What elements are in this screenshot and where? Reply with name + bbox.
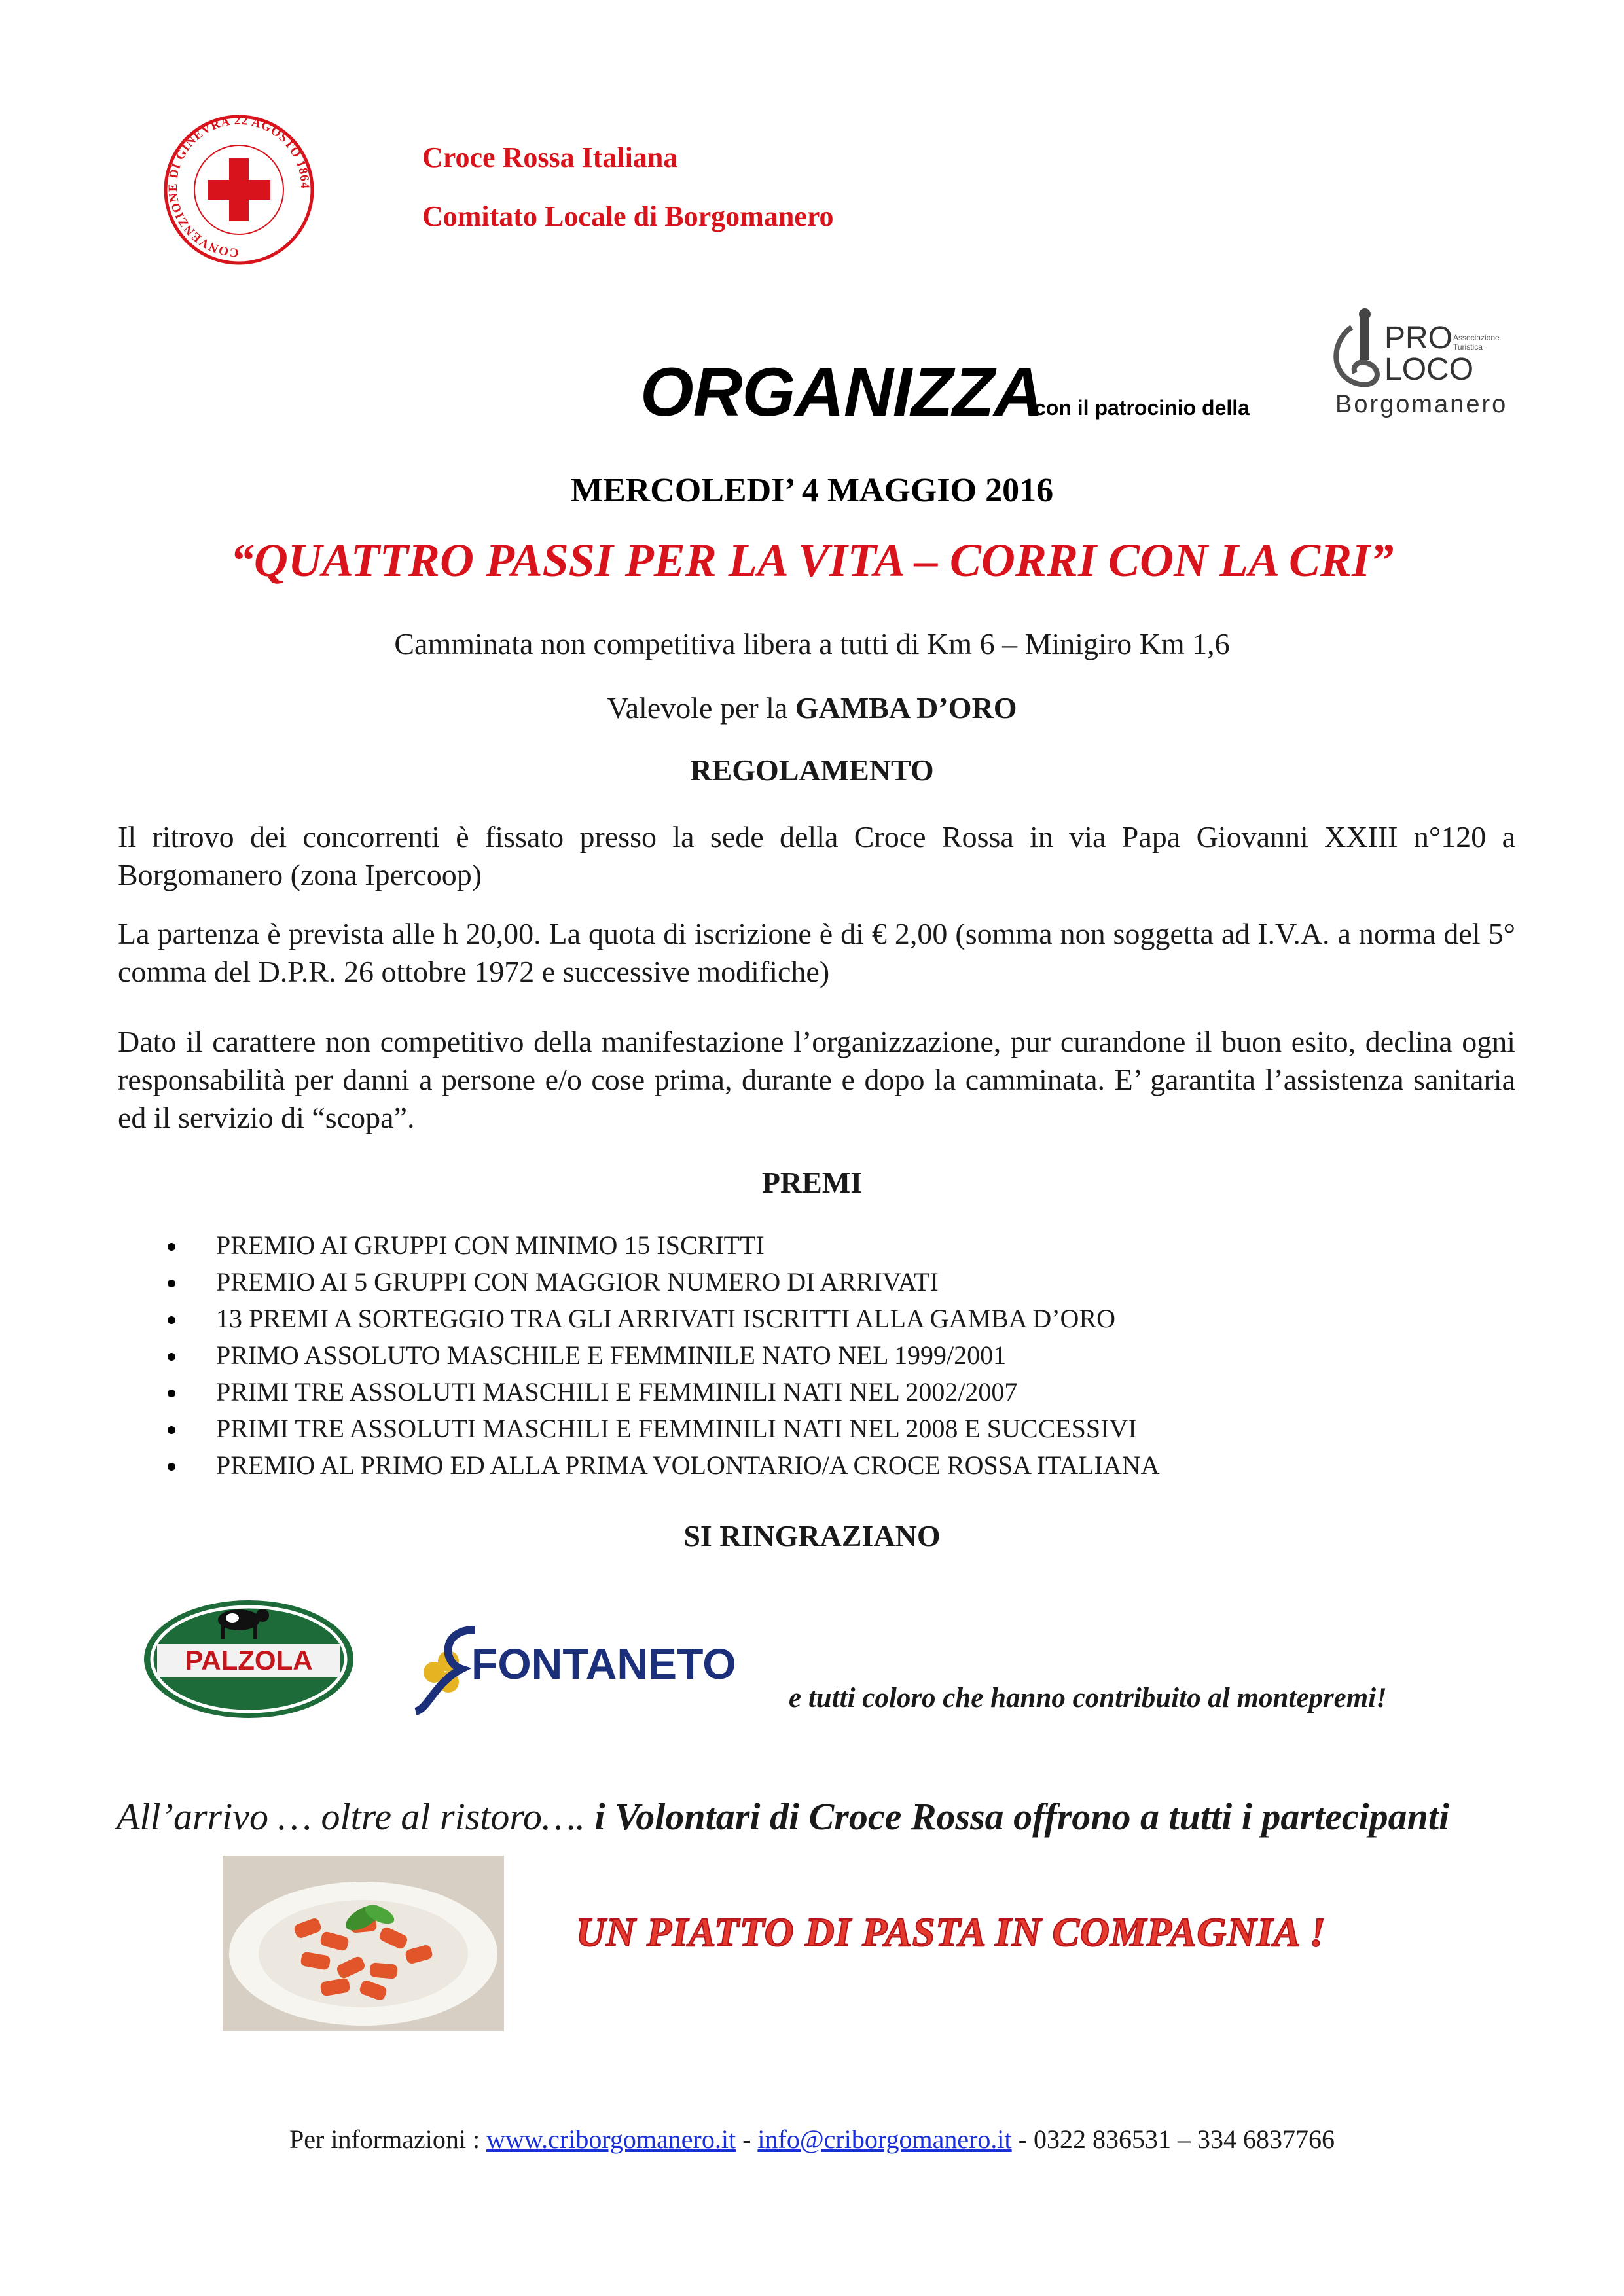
prize-item: [164, 1410, 1160, 1447]
bullet-icon: [168, 1316, 175, 1324]
arrival-line: [117, 1795, 1449, 1839]
regolamento-paragraph: Dato il carattere non competitivo della manifestazione l’organizzazione, pur curandone il buon esito, declina ogni responsabilità per danni a persone e/o cose prima, durante e dopo la camminata. E’ garantita l’assistenza sanitaria ed il servizio di “scopa”.: [118, 1025, 1515, 1134]
prize-text: 13 PREMI A SORTEGGIO TRA GLI ARRIVATI ISCRITTI ALLA GAMBA D’ORO: [216, 1304, 1116, 1333]
svg-text:Associazione: Associazione: [1453, 333, 1500, 342]
event-subtitle: Camminata non competitiva libera a tutti di Km 6 – Minigiro Km 1,6: [394, 627, 1230, 660]
organization-name: Croce Rossa Italiana: [422, 141, 678, 173]
event-date: MERCOLEDI’ 4 MAGGIO 2016: [570, 472, 1054, 509]
palzola-logo-text: PALZOLA: [185, 1645, 313, 1676]
svg-text:PRO: PRO: [1384, 321, 1453, 355]
fontaneto-logo: [396, 1617, 782, 1715]
footer-info: [0, 2124, 1624, 2155]
prize-text: PRIMI TRE ASSOLUTI MASCHILI E FEMMINILI NATI NEL 2002/2007: [216, 1377, 1018, 1407]
pro-loco-logo: [1322, 308, 1519, 425]
footer-prefix: Per informazioni :: [289, 2125, 487, 2154]
arrival-intro: All’arrivo … oltre al ristoro….: [117, 1795, 595, 1838]
prize-text: PRIMI TRE ASSOLUTI MASCHILI E FEMMINILI NATI NEL 2008 E SUCCESSIVI: [216, 1414, 1137, 1443]
regolamento-paragraph: La partenza è prevista alle h 20,00. La quota di iscrizione è di € 2,00 (somma non soggetta ad I.V.A. a norma del 5° comma del D.P.R. 26 ottobre 1972 e successive modifiche): [118, 917, 1515, 988]
organization-committee: Comitato Locale di Borgomanero: [422, 200, 834, 232]
fontaneto-logo-text: FONTANETO: [471, 1640, 736, 1688]
gamba-doro-label: GAMBA D’ORO: [795, 691, 1017, 725]
bullet-icon: [168, 1353, 175, 1361]
prize-text: PREMIO AI 5 GRUPPI CON MAGGIOR NUMERO DI ARRIVATI: [216, 1267, 939, 1297]
footer-phones: - 0322 836531 – 334 6837766: [1011, 2125, 1335, 2154]
prize-item: [164, 1264, 1160, 1300]
svg-text:Turistica: Turistica: [1453, 342, 1483, 351]
bullet-icon: [168, 1390, 175, 1397]
bullet-icon: [168, 1280, 175, 1287]
palzola-logo: [141, 1590, 357, 1721]
pasta-photo: [223, 1856, 504, 2031]
arrival-offer: i Volontari di Croce Rossa offrono a tutti i partecipanti: [594, 1795, 1450, 1838]
event-title: “QUATTRO PASSI PER LA VITA – CORRI CON LA CRI”: [230, 534, 1394, 586]
valevole-line: [0, 691, 1624, 725]
svg-text:Borgomanero: Borgomanero: [1335, 391, 1508, 418]
bullet-icon: [168, 1463, 175, 1471]
footer-separator: -: [736, 2125, 758, 2154]
prize-list: [164, 1227, 1160, 1484]
bullet-icon: [168, 1243, 175, 1251]
patronage-text: con il patrocinio della: [1034, 396, 1250, 420]
website-link[interactable]: www.criborgomanero.it: [486, 2125, 736, 2154]
prize-item: [164, 1447, 1160, 1484]
prize-item: [164, 1300, 1160, 1337]
svg-text:LOCO: LOCO: [1384, 352, 1474, 387]
croce-rossa-logo: [160, 105, 317, 281]
bullet-icon: [168, 1426, 175, 1434]
valevole-prefix: Valevole per la: [607, 691, 795, 725]
email-link[interactable]: info@criborgomanero.it: [757, 2125, 1012, 2154]
prize-item: [164, 1227, 1160, 1264]
regolamento-paragraph: Il ritrovo dei concorrenti è fissato presso la sede della Croce Rossa in via Papa Giovanni XXIII n°120 a Borgomanero (zona Ipercoop): [118, 820, 1515, 891]
pasta-slogan: UN PIATTO DI PASTA IN COMPAGNIA !: [576, 1910, 1326, 1955]
sponsors-heading: SI RINGRAZIANO: [683, 1519, 941, 1552]
cri-logo-text: CONVENZIONE DI GINEVRA 22 AGOSTO 1864: [166, 113, 312, 260]
prize-text: PREMIO AI GRUPPI CON MINIMO 15 ISCRITTI: [216, 1230, 765, 1260]
premi-heading: PREMI: [761, 1166, 863, 1199]
prize-text: PRIMO ASSOLUTO MASCHILE E FEMMINILE NATO NEL 1999/2001: [216, 1340, 1007, 1370]
prize-item: [164, 1374, 1160, 1410]
regolamento-heading: REGOLAMENTO: [690, 753, 934, 787]
thanks-contributors: e tutti coloro che hanno contribuito al montepremi!: [789, 1683, 1387, 1713]
organizza-heading: ORGANIZZA: [640, 354, 1043, 431]
prize-text: PREMIO AL PRIMO ED ALLA PRIMA VOLONTARIO/A CROCE ROSSA ITALIANA: [216, 1450, 1160, 1480]
prize-item: [164, 1337, 1160, 1374]
